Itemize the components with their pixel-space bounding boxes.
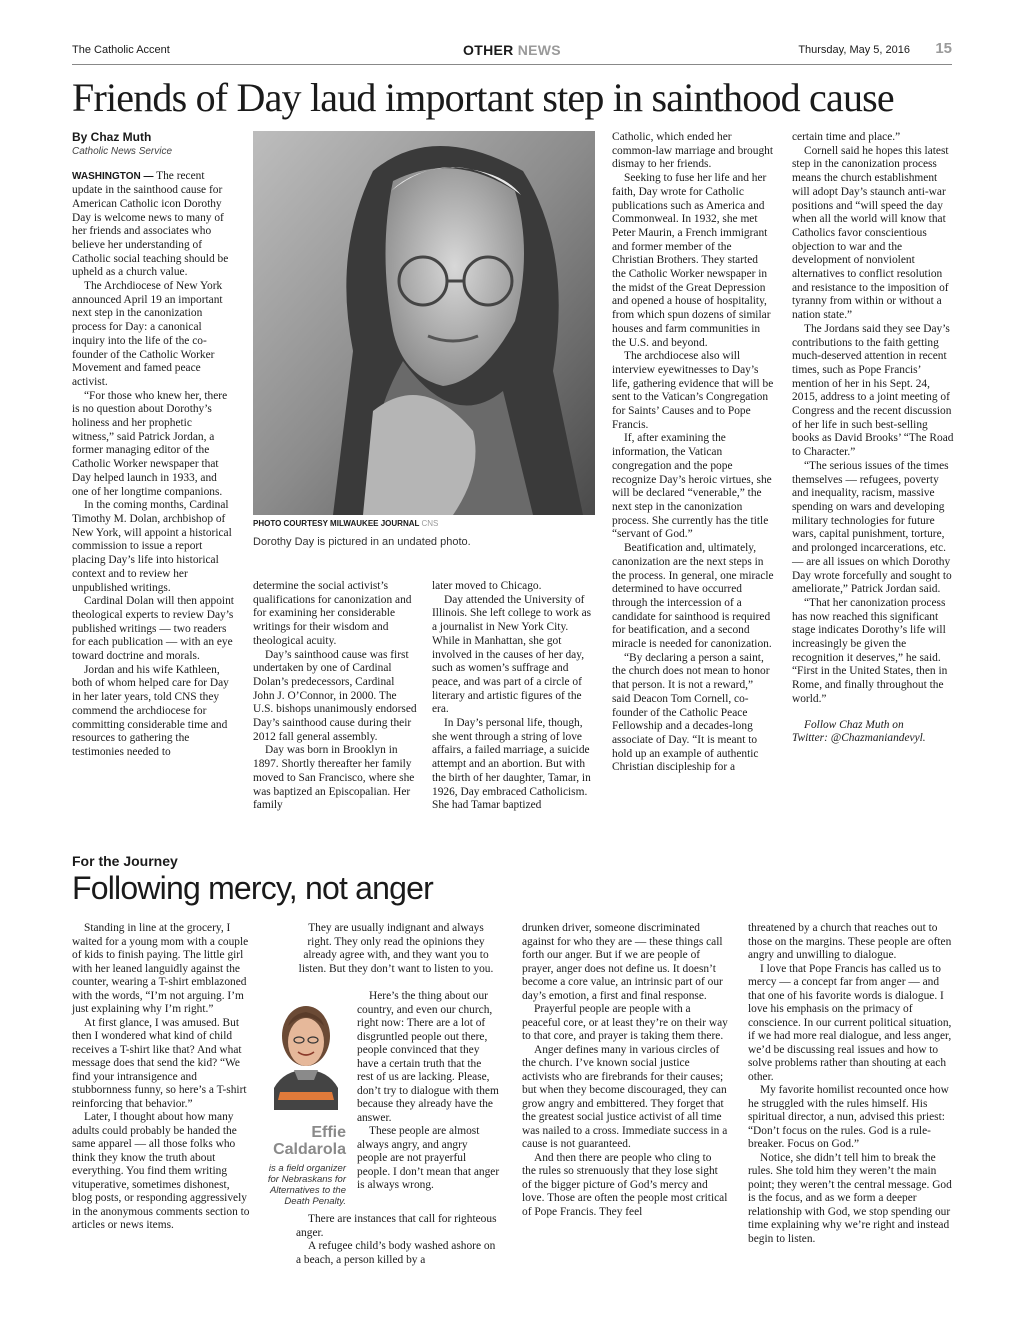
- article-paragraph: The Archdiocese of New York announced April 19 an important next step in the canonization process for Day: a canonical inquiry into the life of the co-founder of the Catholic Worker Movement and famed peace activist.: [72, 280, 223, 388]
- columnist-last-name: Caldarola: [273, 1141, 346, 1158]
- section-word-news: NEWS: [517, 42, 561, 58]
- column-title: Following mercy, not anger: [72, 870, 433, 906]
- article-column-5: [792, 131, 954, 746]
- column-paragraph: Notice, she didn’t tell him to break the rules. She told him they weren’t the main point; they weren’t the central message. God is the focus, and as we form a deeper relationship with God, we stop spending our time explaining why we’re right and instead begin to listen.: [748, 1151, 952, 1245]
- article-paragraph: “The serious issues of the times themselves — refugees, poverty and inequality, racism, massive spending on wars and developing military technologies for future wars, capital punishment, torture, and prolonged incarcerations, etc. — are all issues on which Dorothy Day wrote forcefully and sought to ameliorate,” Patrick Jordan said.: [792, 459, 952, 596]
- article-paragraph: In the coming months, Cardinal Timothy M. Dolan, archbishop of New York, will appoint a historical commission to issue a report placing Day’s life into historical context and to review her unpublished writings.: [72, 499, 232, 594]
- journey-column-4: [748, 922, 954, 1246]
- article-paragraph: Day was born in Brooklyn in 1897. Shortly thereafter her family moved to San Francisco, where she was baptized an Episcopalian. Her family: [253, 744, 415, 812]
- page-number: 15: [935, 40, 952, 57]
- article-paragraph: Jordan and his wife Kathleen, both of whom helped care for Day in her later years, told CNS they commend the archdiocese for committing considerable time and resources to gathering the testimonies needed to: [72, 663, 229, 758]
- article-paragraph: “That her canonization process has now reached this significant stage indicates Dorothy’s life will increasingly be given the recognition it deserves,” he said. “First in the United States, then in Rome, and finally throughout the world.”: [792, 596, 948, 705]
- issue-date: Thursday, May 5, 2016: [798, 44, 910, 56]
- journey-column-2-top: [296, 922, 496, 976]
- article-paragraph: Day’s sainthood cause was first undertaken by one of Cardinal Dolan’s predecessors, Cardinal John J. O’Connor, in 2000. The U.S. bishops unanimously endorsed Day’s sainthood cause during their 2012 fall general assembly.: [253, 648, 417, 743]
- column-paragraph: There are instances that call for righteous anger.: [296, 1213, 497, 1239]
- journey-column-2-bottom: [296, 1213, 501, 1267]
- column-paragraph: I love that Pope Francis has called us to mercy — a concept far from anger — and that one of his favorite words is dialogue. I love his emphasis on the primacy of conscience. In our current political situation, if we had more real dialogue, and less anger, we’d be discussing real issues and how to solve problems rather than shouting at each other.: [748, 962, 952, 1083]
- publication-name: The Catholic Accent: [72, 44, 170, 56]
- article-paragraph: “For those who knew her, there is no question about Dorothy’s holiness and her prophetic witness,” said Patrick Jordan, a former managing editor of the Catholic Worker newspaper that Day helped launch in 1933, and one of her longtime companions.: [72, 389, 228, 498]
- article-paragraph: later moved to Chicago.: [432, 580, 542, 592]
- column-paragraph: Prayerful people are people with a peaceful core, or at least they’re on their way to that core, and prayer is taking them there.: [522, 1003, 728, 1042]
- journey-column-2-wrap: [357, 990, 500, 1193]
- column-paragraph: At first glance, I was amused. But then I wondered what kind of child receives a T-shirt like that? And what message does that send the kid? “We find your intransigence and stubbornness funny, so here’s a T-shirt reinforcing that behavior.”: [72, 1016, 247, 1110]
- columnist-description: is a field organizer for Nebraskans for Alternatives to the Death Penalty.: [267, 1163, 346, 1207]
- column-paragraph: And then there are people who cling to the rules so strenuously that they lose sight of the bigger picture of God’s mercy and love. Those are often the people most critical of Pope Francis. They feel: [522, 1151, 728, 1218]
- article-paragraph: Cardinal Dolan will then appoint theological experts to review Day’s published writings — two readers for each publication — with an eye toward doctrine and morals.: [72, 595, 234, 663]
- column-paragraph: drunken driver, someone discriminated against for who they are — these things call forth our anger. But if we are people of prayer, anger does not define us. It doesn’t become a core value, an intrinsic part of our day’s emotion, a first and final response.: [522, 922, 723, 1002]
- column-paragraph: My favorite homilist recounted once how he struggled with the rules himself. His spiritual director, a nun, advised this priest: “Don’t focus on the rules. God is a rule-breaker. Focus on God.”: [748, 1084, 949, 1150]
- article-paragraph: Beatification and, ultimately, canonization are the next steps in the process. In general, one miracle determined to have occurred through the intercession of a candidate for sainthood is required for beatification, and a second miracle is needed for canonization.: [612, 542, 774, 651]
- column-paragraph: These people are almost always angry, and angry people are not prayerful people. I don’t mean that anger is always wrong.: [357, 1125, 500, 1191]
- column-paragraph: threatened by a church that reaches out to those on the margins. These people are often angry and unwilling to dialogue.: [748, 922, 952, 961]
- article-paragraph: [72, 170, 234, 280]
- column-paragraph: Anger defines many in various circles of the church. I’ve known social justice activists who are firebrands for their causes; but when they become discouraged, they can grow angry and embittered. They forget that the greatest social justice activist of all time was nailed to a cross. Immediate success in a cause is not guaranteed.: [522, 1043, 728, 1150]
- paragraph-text: The recent update in the sainthood cause for American Catholic icon Dorothy Day is welcome news to many of her friends and associates who believe her understanding of Catholic social teaching should be upheld as a church value.: [72, 170, 229, 279]
- article-column-2: [253, 580, 418, 813]
- page-header: [72, 40, 952, 64]
- column-paragraph: Standing in line at the grocery, I waited for a young mom with a couple of kids to finish paying. The little girl with her leaned languidly against the counter, wearing a T-shirt emblazoned with the words, “I’m not arguing. I’m just explaining why I’m right.”: [72, 922, 249, 1015]
- byline: By Chaz Muth: [72, 130, 152, 144]
- article-column-4: [612, 131, 774, 775]
- article-paragraph: The archdiocese also will interview eyewitnesses to Day’s life, gathering evidence that will be sent to the Vatican’s Congregation for Saints’ Causes and to Pope Francis.: [612, 350, 774, 431]
- follow-handle: Twitter: @Chazmaniandevyl.: [792, 732, 926, 745]
- article-paragraph: “By declaring a person a saint, the church does not mean to honor that person. It is not a reward,” said Deacon Tom Cornell, co-founder of the Catholic Peace Fellowship and a decades-long associate of Day. “It is meant to hold up an example of authentic Christian discipleship for a: [612, 651, 770, 774]
- article-paragraph: certain time and place.”: [792, 131, 901, 143]
- column-paragraph: Later, I thought about how many adults could probably be handed the same apparel — all those folks who think they know the truth about everything. You find them writing vituperative, sometimes dishonest, blog posts, or responding aggressively in the anonymous comments section to articles or news items.: [72, 1111, 250, 1231]
- columnist-photo: [264, 988, 348, 1110]
- column-paragraph: They are usually indignant and always right. They only read the opinions they already agree with, and they want you to listen. But they don’t want to listen to you.: [298, 922, 494, 975]
- dateline: WASHINGTON —: [72, 171, 154, 183]
- dorothy-day-photo: [253, 131, 595, 515]
- article-paragraph: Cornell said he hopes this latest step in the canonization process means the church establishment will adopt Day’s staunch anti-war positions and “will speed the day when all the world will know that Catholics favor conscientious objection to war and the development of nonviolent alternatives to conflict resolution and resistance to the imposition of tyranny from within or without a nation state.”: [792, 144, 949, 322]
- photo-credit-text: PHOTO COURTESY MILWAUKEE JOURNAL: [253, 519, 420, 528]
- columnist-first-name: Effie: [311, 1124, 346, 1141]
- column-paragraph: A refugee child’s body washed ashore on a beach, a person killed by a: [296, 1240, 496, 1266]
- follow-line: Follow Chaz Muth on: [804, 718, 904, 731]
- article-paragraph: If, after examining the information, the Vatican congregation and the pope recognize Day’s heroic virtues, she will be declared “venerable,” the next step in the canonization process. She currently has the title “servant of God.”: [612, 432, 772, 541]
- columnist-name: [258, 1124, 346, 1158]
- article-paragraph: Catholic, which ended her common-law marriage and brought dismay to her friends.: [612, 131, 773, 171]
- article-column-3: [432, 580, 594, 813]
- article-paragraph: Seeking to fuse her life and her faith, Day wrote for Catholic publications such as America and Commonweal. In 1932, she met Peter Maurin, a French immigrant and former member of the Christian Brothers. They started the Catholic Worker newspaper in the midst of the Great Depression and opened a house of hospitality, from which spun dozens of similar houses and farm communities in the U.S. and beyond.: [612, 172, 771, 349]
- journey-column-1: [72, 922, 250, 1233]
- section-word-other: OTHER: [463, 42, 514, 58]
- article-headline: Friends of Day laud important step in sainthood cause: [72, 75, 894, 120]
- article-column-1: [72, 131, 234, 760]
- column-kicker: For the Journey: [72, 853, 178, 869]
- photo-credit-agency: CNS: [421, 519, 439, 528]
- journey-column-3: [522, 922, 728, 1219]
- photo-credit: [253, 519, 438, 528]
- article-paragraph: In Day’s personal life, though, she went through a string of love affairs, a failed marriage, a suicide attempt and an abortion. But with the birth of her daughter, Tamar, in 1926, Day embraced Catholicism. She had Tamar baptized: [432, 717, 591, 812]
- article-paragraph: Day attended the University of Illinois. She left college to work as a journalist in New York City. While in Manhattan, she got involved in the causes of her day, such as women’s suffrage and peace, and was part of a circle of literary and artistic figures of the era.: [432, 593, 592, 716]
- article-paragraph: The Jordans said they see Day’s contributions to the faith getting much-deserved attention in recent times, such as Pope Francis’ mention of her in his Sept. 24, 2015, address to a joint meeting of Congress and the recent discussion of her life in such best-selling books as David Brooks’ “The Road to Character.”: [792, 322, 954, 459]
- header-rule: [72, 64, 952, 65]
- photo-caption: Dorothy Day is pictured in an undated photo.: [253, 536, 471, 548]
- byline-org: Catholic News Service: [72, 145, 173, 157]
- article-paragraph: determine the social activist’s qualifications for canonization and for examining her considerable writings for their wisdom and theological acuity.: [253, 580, 412, 647]
- column-paragraph: Here’s the thing about our country, and even our church, right now: There are a lot of disgruntled people out there, people convinced that they have a certain truth that the rest of us are lacking. Please, don’t try to dialogue with them because they already have the answer.: [357, 990, 499, 1124]
